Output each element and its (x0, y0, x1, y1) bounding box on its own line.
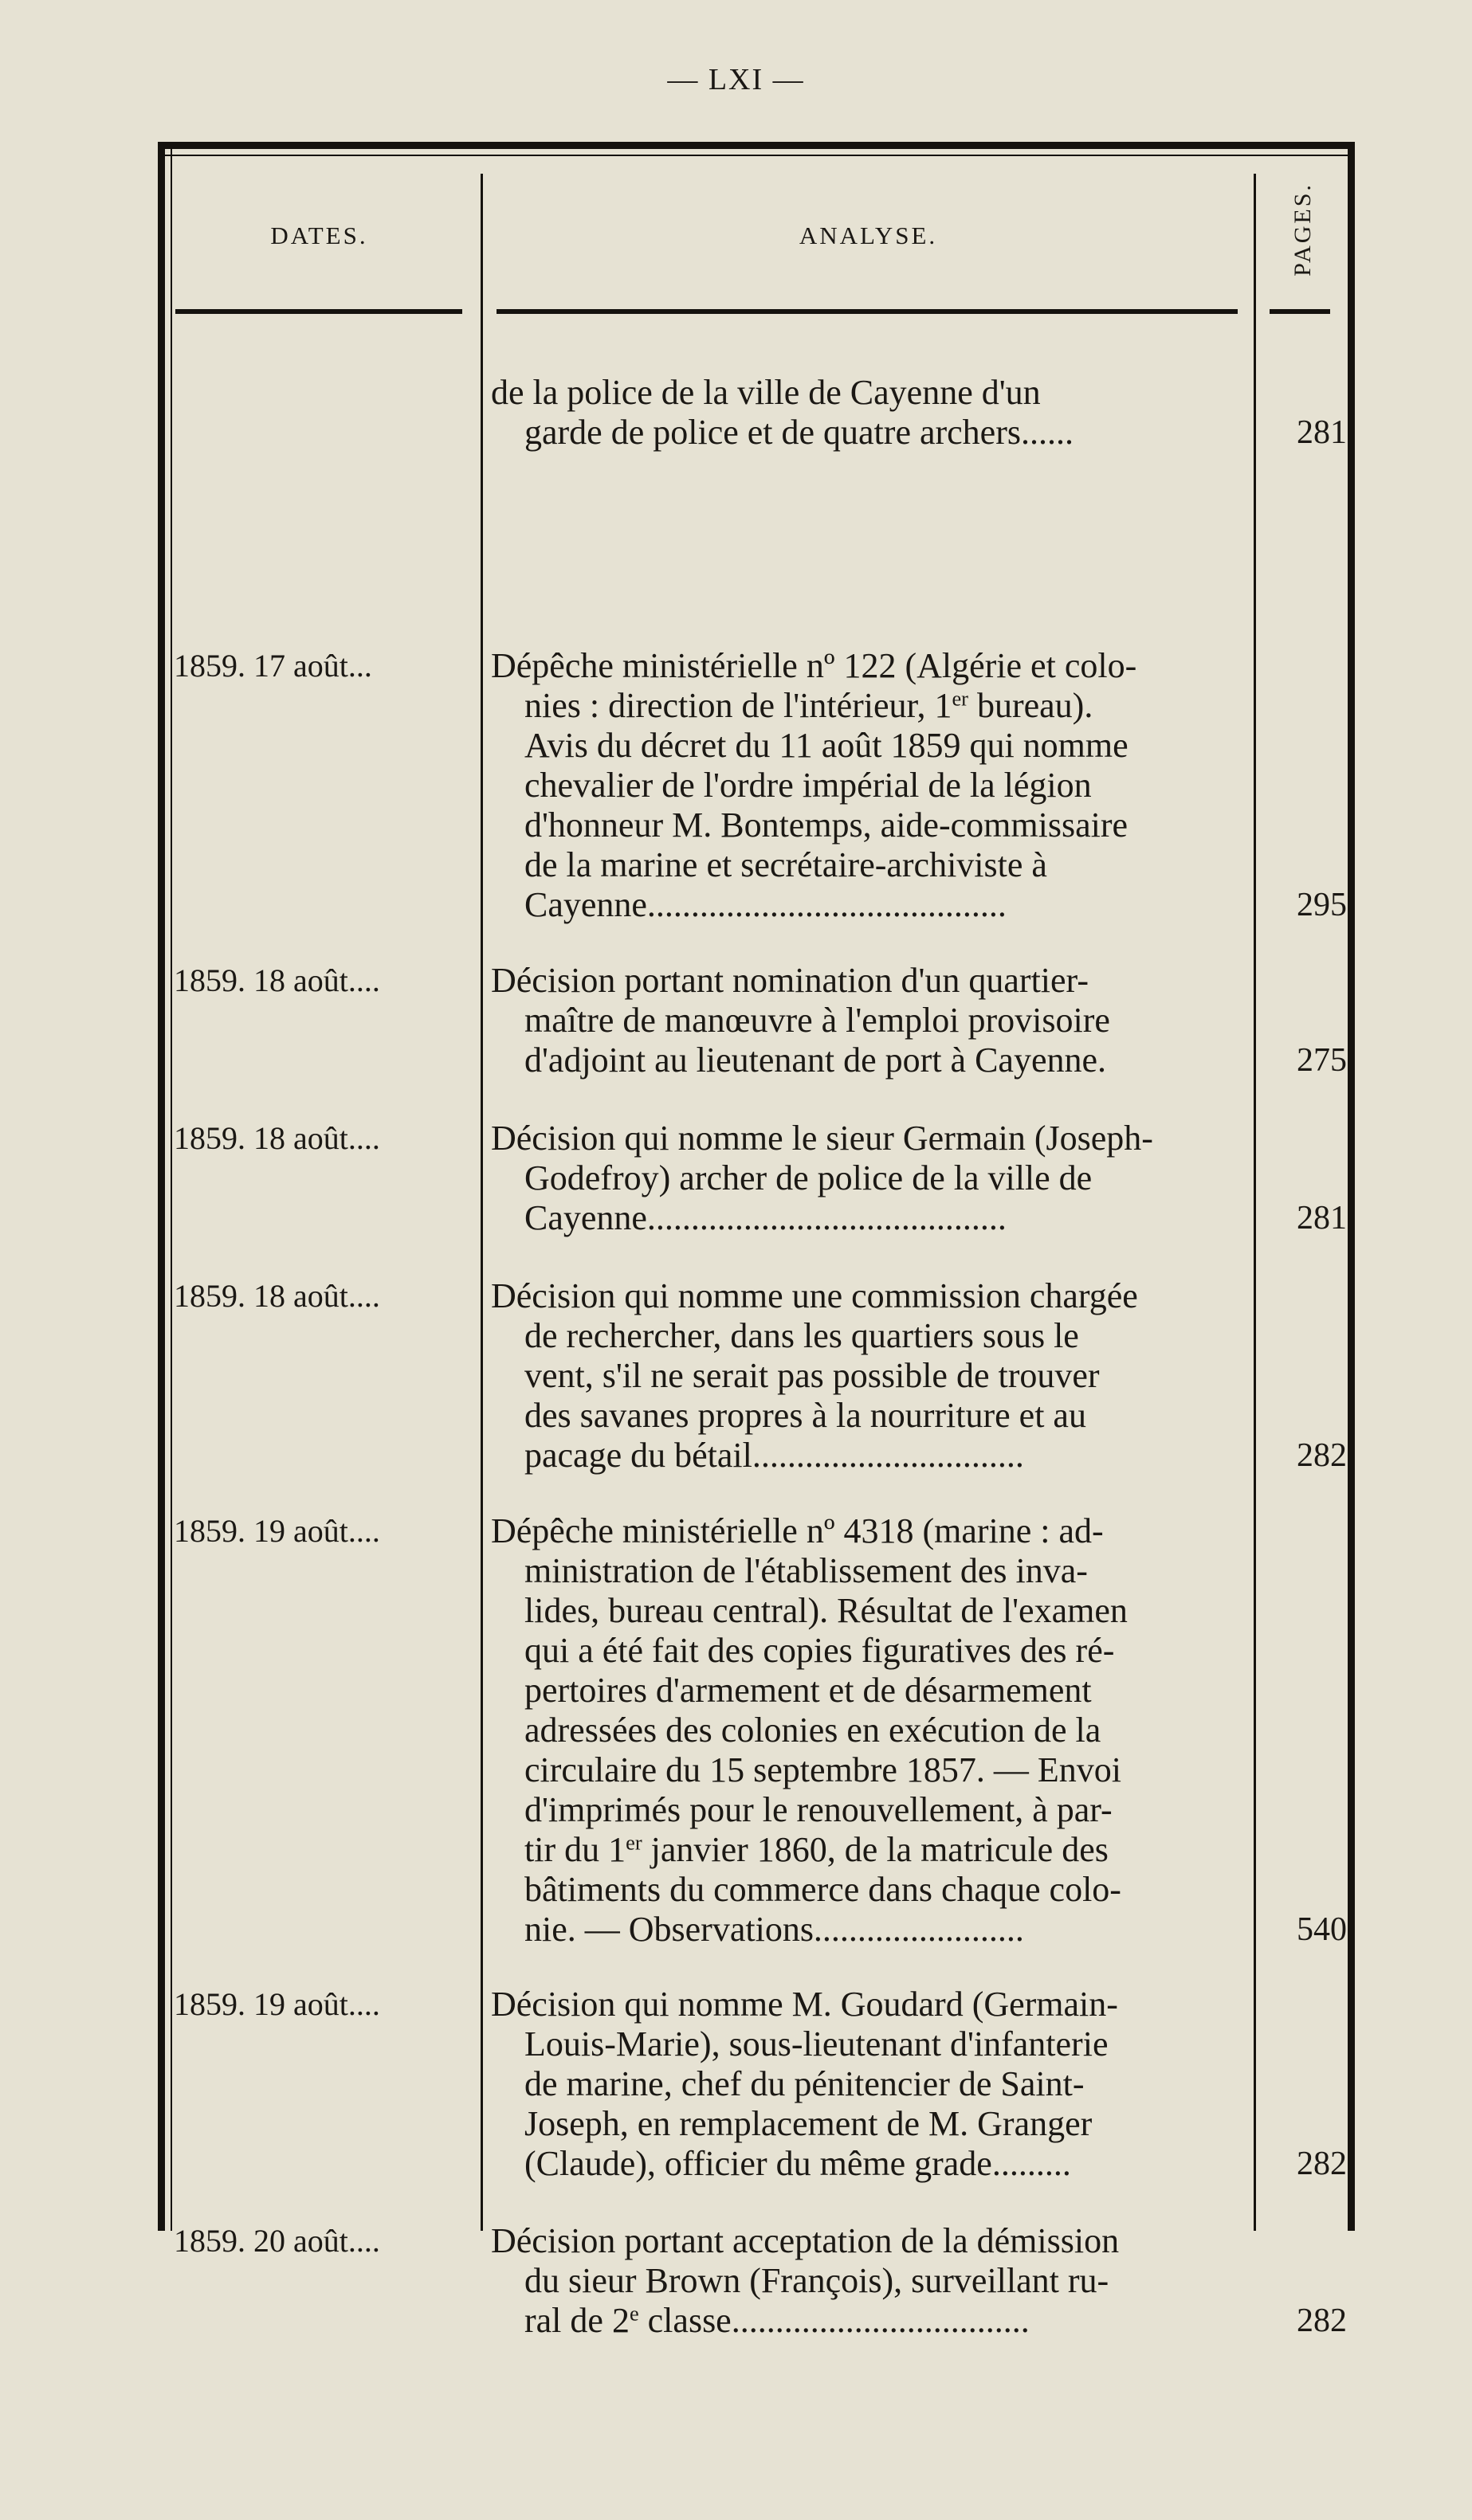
analysis-line: Cayenne......................................... (524, 1198, 1007, 1237)
analysis-line: Dépêche ministérielle nº 4318 (marine : ad- (491, 1511, 1104, 1550)
entry-page-ref: 281 (1297, 414, 1347, 451)
analysis-line: tir du 1er janvier 1860, de la matricule des (524, 1830, 1109, 1869)
analysis-line: Joseph, en remplacement de M. Granger (524, 2104, 1093, 2143)
header-pages-wrapper (1267, 166, 1339, 293)
analysis-line: Décision portant acceptation de la démission (491, 2221, 1120, 2260)
entry-page-ref: 281 (1297, 1200, 1347, 1236)
header-rule-dates (175, 309, 462, 314)
analysis-line: Cayenne......................................... (524, 885, 1007, 924)
entry-analysis (491, 1276, 1246, 1476)
entry-analysis (491, 1119, 1246, 1238)
analysis-line: Décision qui nomme M. Goudard (Germain- (491, 1985, 1118, 2024)
analysis-line: ral de 2e classe.................................. (524, 2301, 1030, 2340)
entry-analysis (491, 961, 1246, 1080)
analysis-line: chevalier de l'ordre impérial de la légion (524, 766, 1092, 805)
analysis-line: d'adjoint au lieutenant de port à Cayenne. (524, 1041, 1107, 1080)
border-top (158, 142, 1355, 149)
analysis-line: des savanes propres à la nourriture et au (524, 1396, 1086, 1435)
analysis-line: pertoires d'armement et de désarmement (524, 1671, 1092, 1710)
column-divider-dates (481, 174, 483, 2231)
analysis-line: Décision qui nomme une commission chargée (491, 1276, 1138, 1315)
header-pages: PAGES. (1289, 182, 1316, 276)
analysis-line: de la marine et secrétaire-archiviste à (524, 845, 1047, 884)
entry-date: 1859. 18 août.... (174, 962, 380, 998)
entry-date: 1859. 19 août.... (174, 1986, 380, 2022)
entry-analysis (491, 646, 1246, 925)
analysis-line: adressées des colonies en exécution de la (524, 1711, 1101, 1750)
entry-analysis (491, 1511, 1246, 1950)
border-left-inner (171, 142, 172, 2231)
analysis-line: ministration de l'établissement des inva- (524, 1551, 1088, 1590)
header-analyse: ANALYSE. (799, 221, 938, 249)
analysis-line: d'imprimés pour le renouvellement, à par- (524, 1790, 1113, 1829)
analysis-line: nies : direction de l'intérieur, 1er bureau). (524, 686, 1093, 725)
entry-analysis (491, 2221, 1246, 2341)
page-number: — LXI — (667, 63, 805, 96)
entry-page-ref: 295 (1297, 887, 1347, 923)
border-top-inner (158, 155, 1355, 156)
analysis-line: circulaire du 15 septembre 1857. — Envoi (524, 1750, 1122, 1789)
analysis-line: garde de police et de quatre archers...... (524, 413, 1074, 452)
border-left (158, 142, 165, 2231)
analysis-line: nie. — Observations........................ (524, 1910, 1024, 1949)
analysis-line: maître de manœuvre à l'emploi provisoire (524, 1001, 1110, 1040)
analysis-line: lides, bureau central). Résultat de l'examen (524, 1591, 1128, 1630)
analysis-line: de marine, chef du pénitencier de Saint- (524, 2064, 1085, 2103)
analysis-line: du sieur Brown (François), surveillant ru- (524, 2261, 1109, 2300)
entry-date: 1859. 18 août.... (174, 1278, 380, 1314)
entry-page-ref: 282 (1297, 1437, 1347, 1474)
analysis-line: Godefroy) archer de police de la ville de (524, 1158, 1093, 1197)
analysis-line: (Claude), officier du même grade......... (524, 2144, 1071, 2183)
entry-date: 1859. 18 août.... (174, 1120, 380, 1156)
analysis-line: qui a été fait des copies figuratives des ré- (524, 1631, 1115, 1670)
entry-page-ref: 282 (1297, 2302, 1347, 2339)
header-rule-pages (1270, 309, 1330, 314)
analysis-line: Dépêche ministérielle nº 122 (Algérie et colo- (491, 646, 1137, 685)
analysis-line: bâtiments du commerce dans chaque colo- (524, 1870, 1121, 1909)
column-divider-pages (1254, 174, 1256, 2231)
analysis-line: Louis-Marie), sous-lieutenant d'infanterie (524, 2024, 1109, 2063)
entry-date: 1859. 20 août.... (174, 2223, 380, 2259)
entry-analysis (491, 373, 1246, 453)
analysis-line: vent, s'il ne serait pas possible de trouver (524, 1356, 1100, 1395)
entry-analysis (491, 1985, 1246, 2184)
border-right (1348, 142, 1355, 2231)
table-frame (158, 142, 1355, 2340)
analysis-line: Décision portant nomination d'un quartier- (491, 961, 1089, 1000)
analysis-line: de rechercher, dans les quartiers sous le (524, 1316, 1079, 1355)
analysis-line: d'honneur M. Bontemps, aide-commissaire (524, 805, 1129, 845)
analysis-line: Avis du décret du 11 août 1859 qui nomme (524, 726, 1129, 765)
entry-date: 1859. 19 août.... (174, 1513, 380, 1549)
entry-page-ref: 275 (1297, 1042, 1347, 1079)
analysis-line: Décision qui nomme le sieur Germain (Joseph- (491, 1119, 1153, 1158)
header-dates: DATES. (270, 221, 368, 249)
analysis-line: pacage du bétail............................... (524, 1436, 1024, 1475)
entry-page-ref: 540 (1297, 1911, 1347, 1948)
analysis-line: de la police de la ville de Cayenne d'un (491, 373, 1041, 412)
entry-date: 1859. 17 août... (174, 648, 372, 684)
header-rule-analyse (497, 309, 1238, 314)
entry-page-ref: 282 (1297, 2146, 1347, 2182)
